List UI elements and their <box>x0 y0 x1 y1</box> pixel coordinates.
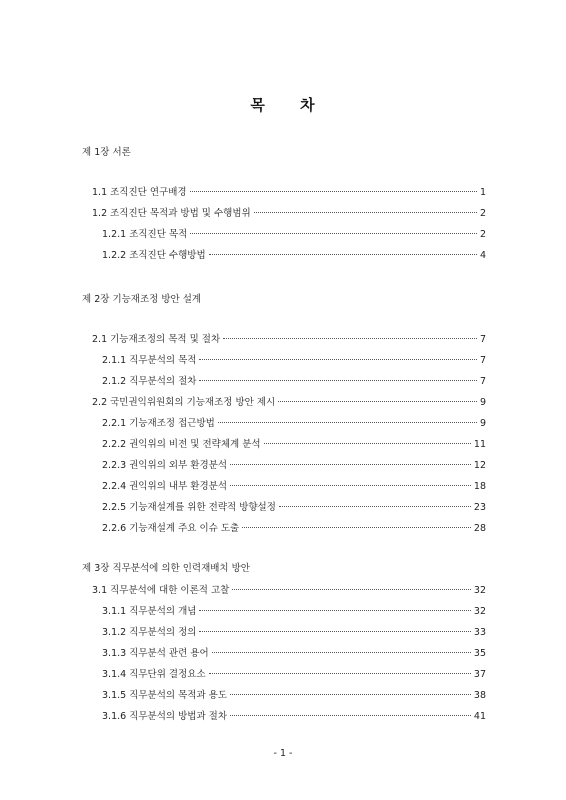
toc-entry <box>102 624 486 638</box>
toc-entry <box>102 499 486 513</box>
dot-leader <box>199 380 477 381</box>
dot-leader <box>223 338 477 339</box>
toc-entry-label: 1.2.1 조직진단 목적 <box>102 229 188 240</box>
dot-leader <box>190 191 477 192</box>
toc-entry-label: 2.2.5 기능재설계를 위한 전략적 방향설정 <box>102 502 276 513</box>
dot-leader <box>209 673 471 674</box>
toc-entry-label: 2.1.2 직무분석의 절차 <box>102 376 197 387</box>
toc-entry-label: 3.1.1 직무분석의 개념 <box>102 606 197 617</box>
toc-entry <box>102 226 486 240</box>
toc-entry-label: 2.2.2 권익위의 비전 및 전략체계 분석 <box>102 439 261 450</box>
dot-leader <box>199 631 470 632</box>
toc-entry-page: 18 <box>473 481 486 492</box>
toc-entry-label: 2.2 국민권익위원회의 기능재조정 방안 제시 <box>92 397 276 408</box>
dot-leader <box>230 464 471 465</box>
dot-leader <box>279 506 471 507</box>
dot-leader <box>199 610 470 611</box>
toc-entry-page: 7 <box>479 355 486 366</box>
toc-entry-label: 3.1.3 직무분석 관련 용어 <box>102 648 209 659</box>
toc-entry-page: 23 <box>473 502 486 513</box>
toc-entry <box>102 373 486 387</box>
dot-leader <box>278 401 477 402</box>
dot-leader <box>190 233 477 234</box>
toc-entry-page: 7 <box>479 376 486 387</box>
toc-entry <box>92 331 486 345</box>
toc-entry-page: 12 <box>473 460 486 471</box>
toc-entry-label: 1.2 조직진단 목적과 방법 및 수행범위 <box>92 208 251 219</box>
toc-entry <box>102 687 486 701</box>
toc-entry <box>102 666 486 680</box>
dot-leader <box>199 359 477 360</box>
toc-entry-label: 2.2.4 권익위의 내부 환경분석 <box>102 481 228 492</box>
toc-entry <box>92 184 486 198</box>
toc-entry-label: 3.1 직무분석에 대한 이론적 고찰 <box>92 585 230 596</box>
toc-entry <box>102 247 486 261</box>
dot-leader <box>230 485 471 486</box>
toc-entry-page: 37 <box>473 669 486 680</box>
dot-leader <box>232 589 471 590</box>
toc-entry-label: 1.1 조직진단 연구배경 <box>92 187 187 198</box>
toc-entry-page: 9 <box>479 397 486 408</box>
toc-entry <box>102 457 486 471</box>
toc-entry <box>102 645 486 659</box>
toc-entry <box>102 478 486 492</box>
toc-entry-page: 33 <box>473 627 486 638</box>
toc-entry-page: 11 <box>473 439 486 450</box>
toc-entry-label: 2.2.6 기능재설계 주요 이슈 도출 <box>102 523 240 534</box>
chapter-heading: 제 1장 서론 <box>82 147 131 158</box>
toc-entry-page: 4 <box>479 250 486 261</box>
toc-title: 목 차 <box>250 96 316 114</box>
toc-entry <box>102 415 486 429</box>
toc-entry-label: 3.1.4 직무단위 결정요소 <box>102 669 206 680</box>
toc-entry <box>92 394 486 408</box>
chapter-heading: 제 2장 기능재조정 방안 설계 <box>82 294 202 305</box>
toc-entry-label: 3.1.6 직무분석의 방법과 절차 <box>102 711 228 722</box>
toc-entry-page: 2 <box>479 229 486 240</box>
toc-entry-page: 41 <box>473 711 486 722</box>
toc-entry-page: 28 <box>473 523 486 534</box>
toc-entry <box>102 603 486 617</box>
dot-leader <box>254 212 477 213</box>
toc-entry <box>92 582 486 596</box>
dot-leader <box>218 422 477 423</box>
dot-leader <box>209 254 477 255</box>
toc-entry-label: 2.1.1 직무분석의 목적 <box>102 355 197 366</box>
toc-entry-label: 2.1 기능재조정의 목적 및 절차 <box>92 334 221 345</box>
toc-entry-page: 35 <box>473 648 486 659</box>
dot-leader <box>212 652 471 653</box>
toc-entry-page: 32 <box>473 606 486 617</box>
page-number-footer: - 1 - <box>273 748 293 759</box>
toc-entry-label: 3.1.2 직무분석의 정의 <box>102 627 197 638</box>
dot-leader <box>230 715 471 716</box>
toc-entry <box>102 520 486 534</box>
toc-entry <box>92 205 486 219</box>
toc-entry-page: 7 <box>479 334 486 345</box>
toc-entry <box>102 708 486 722</box>
toc-entry <box>102 352 486 366</box>
toc-entry-page: 32 <box>473 585 486 596</box>
dot-leader <box>264 443 471 444</box>
toc-entry-label: 3.1.5 직무분석의 목적과 용도 <box>102 690 228 701</box>
toc-entry-label: 2.2.1 기능재조정 접근방법 <box>102 418 215 429</box>
toc-entry-page: 38 <box>473 690 486 701</box>
toc-entry-page: 2 <box>479 208 486 219</box>
chapter-heading: 제 3장 직무분석에 의한 인력재배치 방안 <box>82 563 250 574</box>
toc-entry-page: 9 <box>479 418 486 429</box>
dot-leader <box>242 527 471 528</box>
toc-entry <box>102 436 486 450</box>
toc-entry-label: 2.2.3 권익위의 외부 환경분석 <box>102 460 228 471</box>
toc-entry-label: 1.2.2 조직진단 수행방법 <box>102 250 206 261</box>
toc-entry-page: 1 <box>479 187 486 198</box>
dot-leader <box>230 694 471 695</box>
